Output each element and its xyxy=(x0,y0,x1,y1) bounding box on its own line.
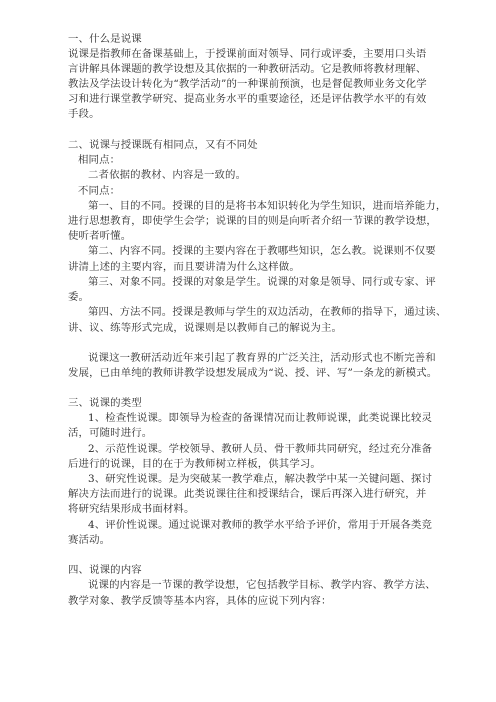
body-line: 发展，已由单纯的教师讲教学设想发展成为“说、授、评、写”一条龙的新模式。 xyxy=(68,367,438,379)
body-line: 说课是指教师在备课基础上，于授课前面对领导、同行或评委，主要用口头语 xyxy=(68,48,427,60)
body-line: 活，可随时进行。 xyxy=(68,427,153,439)
body-line: 1、检查性说课。即领导为检查的备课情况而让教师说课，此类说课比较灵 xyxy=(88,412,433,424)
body-line: 第三、对象不同。授课的对象是学生。说课的对象是领导、同行或专家、评 xyxy=(88,276,436,288)
body-line: 2、示范性说课。学校领导、教研人员、骨干教师共同研究，经过充分准备 xyxy=(88,443,433,455)
body-line: 手段。 xyxy=(68,108,100,120)
body-line: 将研究结果形成书面材料。 xyxy=(68,503,195,515)
body-line: 第二、内容不同。授课的主要内容在于教哪些知识，怎么教。说课则不仅要 xyxy=(88,245,436,257)
heading-section-1: 一、什么是说课 xyxy=(68,33,142,45)
body-line: 说课的内容是一节课的教学设想，它包括教学目标、教学内容、教学方法、 xyxy=(88,579,436,591)
body-line: 二者依据的教材、内容是一致的。 xyxy=(88,169,247,181)
body-line: 讲清上述的主要内容，而且要讲清为什么这样做。 xyxy=(68,261,300,273)
body-line: 第四、方法不同。授课是教师与学生的双边活动，在教师的指导下，通过读、 xyxy=(88,306,447,318)
body-line: 习和进行课堂教学研究、提高业务水平的重要途径，还是评估教学水平的有效 xyxy=(68,93,427,105)
body-line: 3、研究性说课。是为突破某一教学难点，解决教学中某一关键问题、探讨 xyxy=(88,473,433,485)
body-line: 教学对象、教学反馈等基本内容，具体的应说下列内容： xyxy=(68,595,332,607)
body-line: 4、评价性说课。通过说课对教师的教学水平给予评价，常用于开展各类竞 xyxy=(88,519,433,531)
body-line: 言讲解具体课题的教学设想及其依据的一种教研活动。它是教师将教材理解、 xyxy=(68,63,427,75)
subheading-different: 不同点： xyxy=(78,185,121,197)
heading-section-4: 四、说课的内容 xyxy=(68,564,142,576)
body-line: 第一、目的不同。授课的目的是将书本知识转化为学生知识，进而培养能力， xyxy=(88,200,447,212)
heading-section-2: 二、说课与授课既有相同点，又有不同处 xyxy=(68,139,258,151)
body-line: 进行思想教育，即使学生会学；说课的目的则是向听者介绍一节课的教学设想， xyxy=(68,215,437,227)
body-line: 委。 xyxy=(68,291,90,303)
body-line: 说课这一教研活动近年来引起了教育界的广泛关注，活动形式也不断完善和 xyxy=(88,352,436,364)
body-line: 讲、议、练等形式完成，说课则是以教师自己的解说为主。 xyxy=(68,322,343,334)
body-line: 使听者听懂。 xyxy=(68,230,132,242)
subheading-same: 相同点： xyxy=(78,154,121,166)
body-line: 后进行的说课，目的在于为教师树立样板，供其学习。 xyxy=(68,458,321,470)
body-line: 教法及学法设计转化为“教学活动”的一种课前预演，也是督促教师业务文化学 xyxy=(68,78,427,90)
body-line: 解决方法而进行的说课。此类说课往往和授课结合，课后再深入进行研究，并 xyxy=(68,488,427,500)
heading-section-3: 三、说课的类型 xyxy=(68,397,142,409)
body-line: 赛活动。 xyxy=(68,534,111,546)
